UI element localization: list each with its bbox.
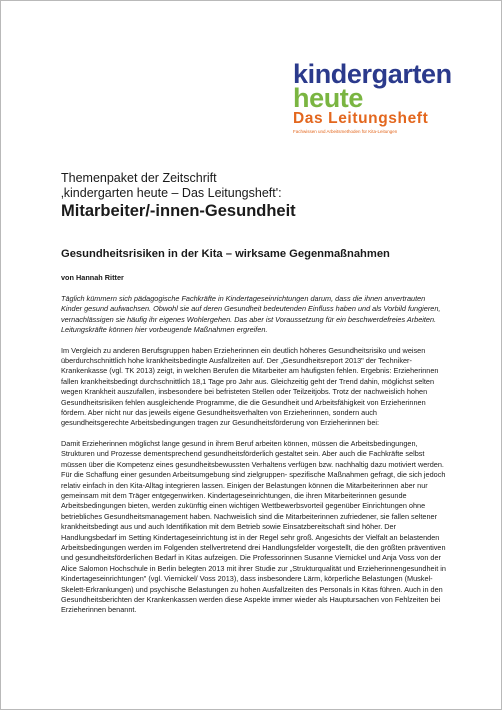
kicker-line-1: Themenpaket der Zeitschrift bbox=[61, 171, 217, 185]
article-title: Gesundheitsrisiken in der Kita – wirksame Gegenmaßnahmen bbox=[61, 248, 390, 260]
logo-wordmark-heute: heute bbox=[293, 83, 364, 113]
article-paragraph-2: Damit Erzieherinnen möglichst lange gesund in ihrem Beruf arbeiten können, müssen die Arbeitsbedingungen, Strukturen und Prozesse dementsprechend gesundheitsförderlich gestaltet sein. Aber auch die Fachkräfte selbst müssen über die Kompetenz eines gesundheitsbewussten Verhaltens verfügen bzw. nachhaltig dazu motiviert werden. Für die Schaffung einer gesunden Arbeitsumgebung sind zielgruppen- spezifische Maßnahmen gefragt, die sich jedoch relativ einfach in den Kita-Alltag integrieren lassen. Einigen der Belastungen können die Mitarbeiterinnen aber nur gemeinsam mit dem Träger entgegenwirken. Kindertageseinrichtungen, die ihren Mitarbeiterinnen gesunde Arbeitsbedingungen bieten, werden zukünftig einen wichtigen Wettbewerbsvorteil gegenüber Einrichtungen ohne betriebliches Gesundheitsmanagement haben. Nachweislich sind die Mitarbeiterinnen zufriedener, sie fallen seltener krankheitsbedingt aus und auch Identifikation mit dem Betrieb sowie Einsatzbereitschaft sind höher. Der Handlungsbedarf im Setting Kindertageseinrichtung ist in der Regel sehr groß. Angesichts der Vielfalt an belastenden Arbeitsbedingungen werden im Folgenden stellvertretend drei Handlungsfelder vorgestellt, die den größten präventiven und gesundheitsförderlichen Bedarf in Kitas aufzeigen. Die Professorinnen Susanne Viernickel und Anja Voss von der Alice Salomon Hochschule in Berlin belegten 2013 mit ihrer Studie zur „Strukturqualität und Erzieherinnengesundheit in Kindertageseinrichtungen" (vgl. Viernickel/ Voss 2013), dass insbesondere Lärm, körperliche Belastungen (Muskel- Skelett-Erkrankungen) und psychische Belastungen zu hohen Ausfallzeiten des Personals in Kitas führen. Auch in den Gesundheitsberichten der Krankenkassen werden diese Aspekte immer wieder als Hauptursachen von Fehlzeiten bei Erzieherinnen benannt. bbox=[61, 438, 446, 615]
logo-wordmark-kindergarten: kindergarten bbox=[293, 59, 452, 89]
article-paragraph-1: Im Vergleich zu anderen Berufsgruppen haben Erzieherinnen ein deutlich höheres Gesundheitsrisiko und weisen überdurchschnittlich hohe krankheitsbedingte Ausfallzeiten auf. Der „Gesundheitsreport 2013" der Techniker-Krankenkasse (vgl. TK 2013) zeigt, in welchen Berufen die Mitarbeiter am häufigsten fehlen. Ergebnis: Erzieherinnen fallen krankheitsbedingt durchschnittlich 18,1 Tage pro Jahr aus. Gleichzeitig geht der Trend dahin, möglichst selten wegen Krankheit auszufallen, insbesondere bei befristeten Stellen oder Teilzeitjobs. Trotz der nachweislich hohen Gesundheitsrisiken fehlen ausgleichende Programme, die die Gesundheit und Arbeitsfähigkeit von Erzieherinnen fördern. Aber nicht nur das jeweils eigene Gesundheitsverhalten von Erzieherinnen, sondern auch gesundheitsgerechte Arbeitsbedingungen tragen zur Gesundheitsförderung von Erzieherinnen bei: bbox=[61, 345, 439, 428]
document-header bbox=[61, 171, 461, 222]
document-title: Mitarbeiter/-innen-Gesundheit bbox=[61, 202, 296, 220]
kicker-line-2: ‚kindergarten heute – Das Leitungsheft': bbox=[61, 186, 282, 200]
article-lead: Täglich kümmern sich pädagogische Fachkräfte in Kindertageseinrichtungen darum, dass die ihnen anvertrauten Kinder gesund aufwachsen. Obwohl sie auf deren Gesundheit bedeutenden Einfluss haben und als Vorbild fungieren, vernachlässigen sie häufig ihr eigenes Wohlergehen. Das aber ist Voraussetzung für ein beschwerdefreies Arbeiten. Leitungskräfte können hier vorbeugende Maßnahmen ergreifen. bbox=[61, 294, 441, 335]
logo-subtitle: Das Leitungsheft bbox=[293, 110, 429, 127]
logo-tagline: Fachwissen und Arbeitsmethoden für Kita-Leitungen bbox=[293, 129, 398, 134]
article-author: von Hannah Ritter bbox=[61, 273, 124, 282]
magazine-logo bbox=[293, 61, 483, 135]
article-body bbox=[61, 247, 446, 616]
